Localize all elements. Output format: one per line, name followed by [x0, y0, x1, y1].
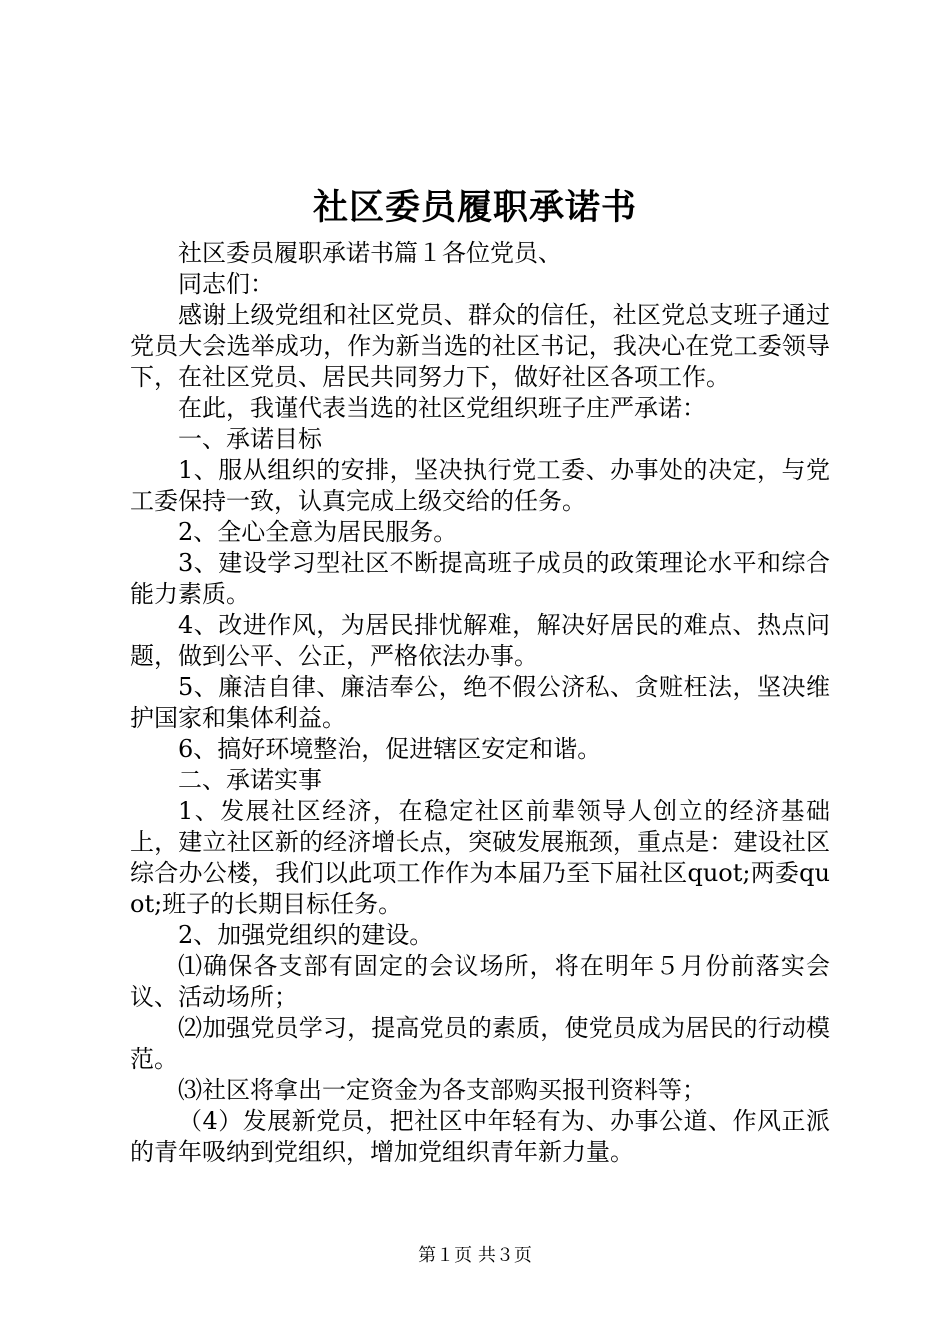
paragraph: 2、全心全意为居民服务。	[178, 518, 458, 546]
paragraph: ⑴确保各支部有固定的会议场所，将在明年５月份前落实会议、活动场所；	[130, 952, 830, 1011]
document-body	[130, 238, 830, 1168]
section-heading: 一、承诺目标	[178, 425, 322, 453]
paragraph: 感谢上级党组和社区党员、群众的信任，社区党总支班子通过党员大会选举成功，作为新当选的社区书记，我决心在党工委领导下，在社区党员、居民共同努力下，做好社区各项工作。	[130, 301, 830, 391]
paragraph: 5、廉洁自律、廉洁奉公，绝不假公济私、贪赃枉法，坚决维护国家和集体利益。	[130, 673, 830, 732]
paragraph: 在此，我谨代表当选的社区党组织班子庄严承诺：	[178, 394, 706, 422]
paragraph: ⑵加强党员学习，提高党员的素质，使党员成为居民的行动模范。	[130, 1014, 830, 1073]
paragraph: 4、改进作风，为居民排忧解难，解决好居民的难点、热点问题，做到公平、公正，严格依法办事。	[130, 611, 830, 670]
paragraph: 同志们：	[178, 270, 274, 298]
document-title: 社区委员履职承诺书	[312, 187, 637, 228]
paragraph: 2、加强党组织的建设。	[178, 921, 434, 949]
paragraph: 3、建设学习型社区不断提高班子成员的政策理论水平和综合能力素质。	[130, 549, 830, 608]
paragraph: ⑶社区将拿出一定资金为各支部购买报刊资料等；	[178, 1076, 706, 1104]
paragraph: （4）发展新党员，把社区中年轻有为、办事公道、作风正派的青年吸纳到党组织，增加党组织青年新力量。	[130, 1107, 830, 1166]
section-heading: 二、承诺实事	[178, 766, 322, 794]
paragraph: 社区委员履职承诺书篇１各位党员、	[178, 239, 562, 267]
paragraph: 6、搞好环境整治，促进辖区安定和谐。	[178, 735, 602, 763]
paragraph: 1、发展社区经济，在稳定社区前辈领导人创立的经济基础上，建立社区新的经济增长点，突破发展瓶颈，重点是：建设社区综合办公楼，我们以此项工作作为本届乃至下届社区quot;两委quot;班子的长期目标任务。	[130, 797, 830, 918]
paragraph: 1、服从组织的安排，坚决执行党工委、办事处的决定，与党工委保持一致，认真完成上级交给的任务。	[130, 456, 830, 515]
page-footer: 第１页 共３页	[418, 1245, 532, 1266]
